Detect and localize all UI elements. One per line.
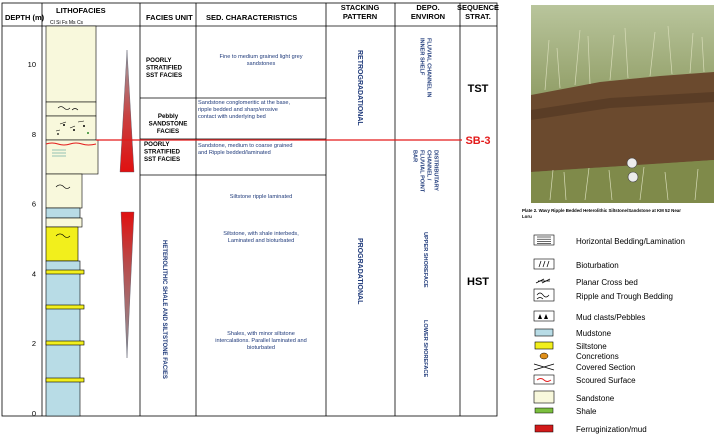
depth-tick-label: 2 [31,339,36,349]
scoured-surface-icon [534,375,554,384]
ferruginization-icon [535,425,553,432]
header-lithofacies: LITHOFACIES [56,6,106,15]
legend-label: Ferruginization/mud [576,425,647,434]
legend-label: Concretions [576,352,619,361]
mudstone-icon [535,329,553,336]
header-depo-environ: DEPO. ENVIRON [410,3,446,21]
lithology-column [46,26,98,416]
mudstone-bed [46,261,80,416]
siltstone-bed [46,227,78,261]
sed-characteristic-text: Sandstone, medium to coarse grained and Ripple bedded/laminated [198,143,293,156]
legend-label: Horizontal Bedding/Lamination [576,237,685,246]
depth-axis [28,60,36,418]
legend [534,235,685,434]
sed-characteristic-text: Sandstone conglomeritic at the base, ripple bedded and sharp/erosive contact with underlying bed [198,100,291,120]
legend-label: Planar Cross bed [576,278,638,287]
facies-unit-label: Pebbly SANDSTONE FACIES [148,113,188,135]
planar-cross-bed-icon [536,279,550,283]
legend-label: Mudstone [576,329,612,338]
outcrop-photo [531,5,714,203]
depo-environ-line: BAR [411,150,418,163]
siltstone-stringer [46,270,84,274]
depth-tick-label: 6 [31,199,36,209]
depo-environ-line: FLUVIAL POINT [418,150,425,193]
sequence-tst: TST [467,83,489,95]
mud-clasts-icon [534,311,554,321]
header-stacking-pattern: STACKING PATTERN [340,3,380,21]
depo-environ-line: INNER SHELF [418,38,425,76]
depo-environ-label [419,38,432,97]
legend-label: Shale [576,407,597,416]
depo-environ-line: UPPER SHOREFACE [422,232,428,288]
depo-environ-label [422,320,428,377]
grain-size-scale: Cl Si Fs Ms Cs [50,20,84,26]
legend-label: Ripple and Trough Bedding [576,292,673,301]
sed-characteristics [198,54,307,351]
photo-caption: Plate 2. Wavy Ripple Bedded Heterolithic Siltstone/Sandstone at KM 52 Near Loru [522,208,681,219]
stacking-retrogradational: RETROGRADATIONAL [356,50,363,126]
horizontal-bedding-icon [534,235,554,245]
depo-environ-line: LOWER SHOREFACE [422,320,428,378]
sequence-boundary-label: SB-3 [465,135,491,147]
depth-tick-label: 8 [31,129,36,139]
facies-unit-label: POORLY STRATIFIED SST FACIES [144,141,181,163]
progradational-wedge [121,212,134,358]
retrogradational-wedge [120,50,134,172]
sandstone-bed [46,26,96,102]
legend-label: Sandstone [576,394,615,403]
covered-section-icon [534,364,554,370]
header-facies-unit: FACIES UNIT [146,13,193,22]
sandstone-bed [46,218,82,227]
facies-unit-label: POORLY STRATIFIED SST FACIES [146,57,183,79]
facies-unit-label: HETEROLITHIC SHALE AND SILTSTONE FACIES [161,240,167,379]
stacking-progradational: PROGRADATIONAL [356,238,363,305]
sed-characteristic-text: Siltstone, with shale interbeds, Laminated and bioturbated [223,231,299,244]
legend-label: Scoured Surface [576,376,636,385]
ripple-trough-icon [534,289,554,301]
siltstone-stringer [46,341,84,345]
sandstone-icon [534,391,554,403]
depo-environ-line: CHANNEL / [425,150,432,181]
bioturbation-icon [534,259,554,269]
siltstone-stringer [46,305,84,309]
depo-environ-line: FLUVIAL CHANNEL IN [425,38,432,98]
siltstone-stringer [46,378,84,382]
sequence-hst: HST [467,276,489,288]
siltstone-sandy-bed [46,174,82,208]
header-sequence-strat: SEQUENCE STRAT. [456,3,500,21]
legend-label: Bioturbation [576,261,619,270]
sed-characteristic-text: Siltstone ripple laminated [229,194,293,200]
legend-label: Covered Section [576,363,636,372]
sandstone-bed [46,102,96,116]
depo-environ-label [412,150,439,193]
depo-environs [412,38,439,377]
concretions-icon [540,353,548,359]
pebbly-sandstone-bed [46,116,96,140]
depth-tick-label: 10 [27,60,36,69]
depth-tick-label: 4 [31,269,36,279]
shale-icon [535,408,553,413]
depth-tick-label: 0 [31,409,36,418]
legend-label: Siltstone [576,342,607,351]
depo-environ-line: DISTRIBUTARY [432,150,439,192]
mudstone-bed [46,208,80,218]
legend-label: Mud clasts/Pebbles [576,313,646,322]
siltstone-icon [535,342,553,349]
sed-characteristic-text: Shales, with minor siltstone intercalations. Parallel laminated and bioturbated [215,331,307,351]
header-depth: DEPTH (m) [5,13,45,22]
facies-units [144,57,187,379]
header-sed-characteristics: SED. CHARACTERISTICS [206,13,298,22]
depo-environ-label [422,232,428,288]
sed-characteristic-text: Fine to medium grained light grey sandstones [219,54,303,67]
